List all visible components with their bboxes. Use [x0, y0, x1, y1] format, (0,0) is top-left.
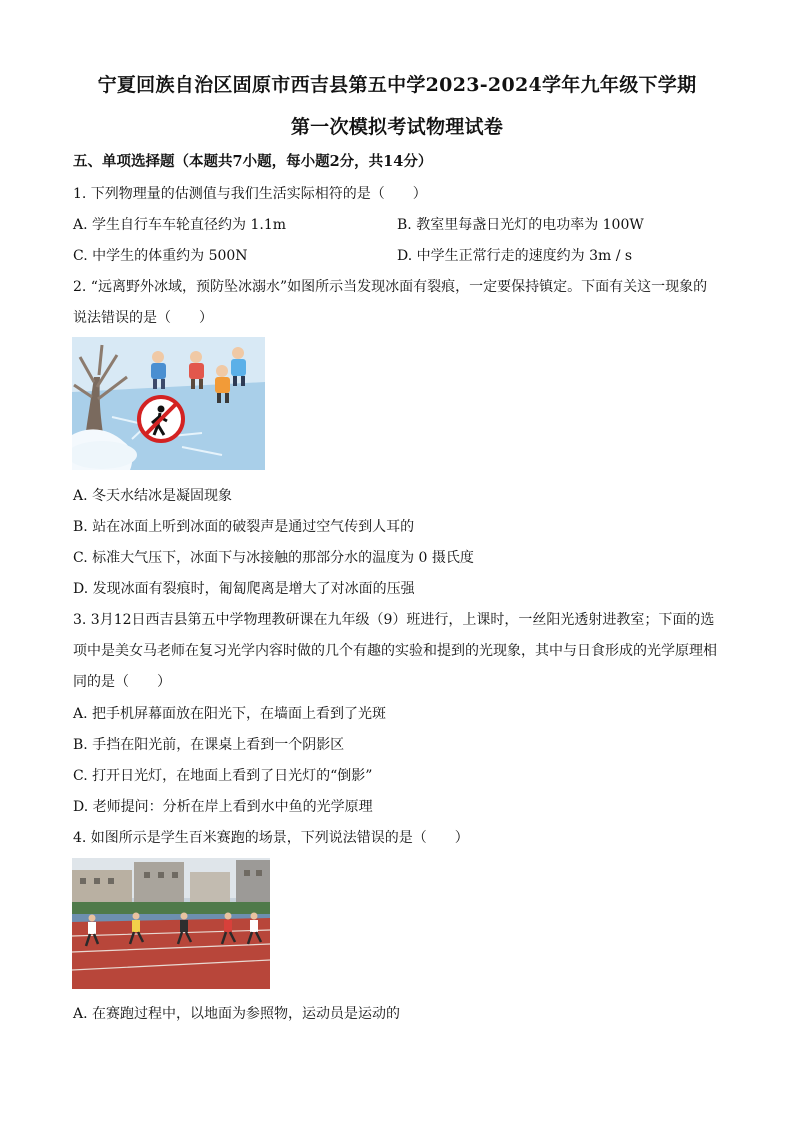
q1-option-c: C. 中学生的体重约为 500N [73, 248, 248, 264]
q4-option-a: A. 在赛跑过程中，以地面为参照物，运动员是运动的 [73, 1006, 401, 1022]
section-header: 五、单项选择题（本题共7小题，每小题2分，共14分） [73, 153, 433, 170]
q2-option-d: D. 发现冰面有裂痕时，匍匐爬离是增大了对冰面的压强 [73, 581, 415, 597]
q3-stem-line3: 同的是（ ） [73, 674, 171, 690]
exam-title-line1: 宁夏回族自治区固原市西吉县第五中学2023-2024学年九年级下学期 [97, 74, 697, 96]
q3-option-b: B. 手挡在阳光前，在课桌上看到一个阴影区 [73, 737, 345, 753]
q1-option-d: D. 中学生正常行走的速度约为 3m / s [397, 248, 633, 264]
q1-option-a: A. 学生自行车车轮直径约为 1.1m [73, 217, 287, 233]
q3-option-d: D. 老师提问：分析在岸上看到水中鱼的光学原理 [73, 799, 373, 815]
q4-stem: 4. 如图所示是学生百米赛跑的场景，下列说法错误的是（ ） [73, 830, 469, 846]
exam-title-line2: 第一次模拟考试物理试卷 [290, 116, 504, 138]
q2-option-b: B. 站在冰面上听到冰面的破裂声是通过空气传到人耳的 [73, 519, 415, 535]
q3-option-a: A. 把手机屏幕面放在阳光下，在墙面上看到了光斑 [73, 706, 387, 722]
q1-stem: 1. 下列物理量的估测值与我们生活实际相符的是（ ） [73, 186, 427, 202]
q1-option-b: B. 教室里每盏日光灯的电功率为 100W [397, 217, 644, 233]
q2-option-a: A. 冬天水结冰是凝固现象 [73, 488, 233, 504]
sprint-race-photo [72, 858, 270, 989]
q2-stem-line2: 说法错误的是（ ） [73, 310, 213, 326]
ice-warning-illustration [72, 337, 265, 470]
q2-option-c: C. 标准大气压下，冰面下与冰接触的那部分水的温度为 0 摄氏度 [73, 550, 474, 566]
q3-stem-line1: 3. 3月12日西吉县第五中学物理教研课在九年级（9）班进行，上课时，一丝阳光透射进教室；下面的选 [73, 612, 715, 628]
q3-stem-line2: 项中是美女马老师在复习光学内容时做的几个有趣的实验和提到的光现象，其中与日食形成的光学原理相 [73, 643, 717, 659]
q2-stem-line1: 2. “远离野外冰域，预防坠冰溺水”如图所示当发现冰面有裂痕，一定要保持镇定。下面有关这一现象的 [73, 279, 708, 295]
q3-option-c: C. 打开日光灯，在地面上看到了日光灯的“倒影” [73, 768, 373, 784]
